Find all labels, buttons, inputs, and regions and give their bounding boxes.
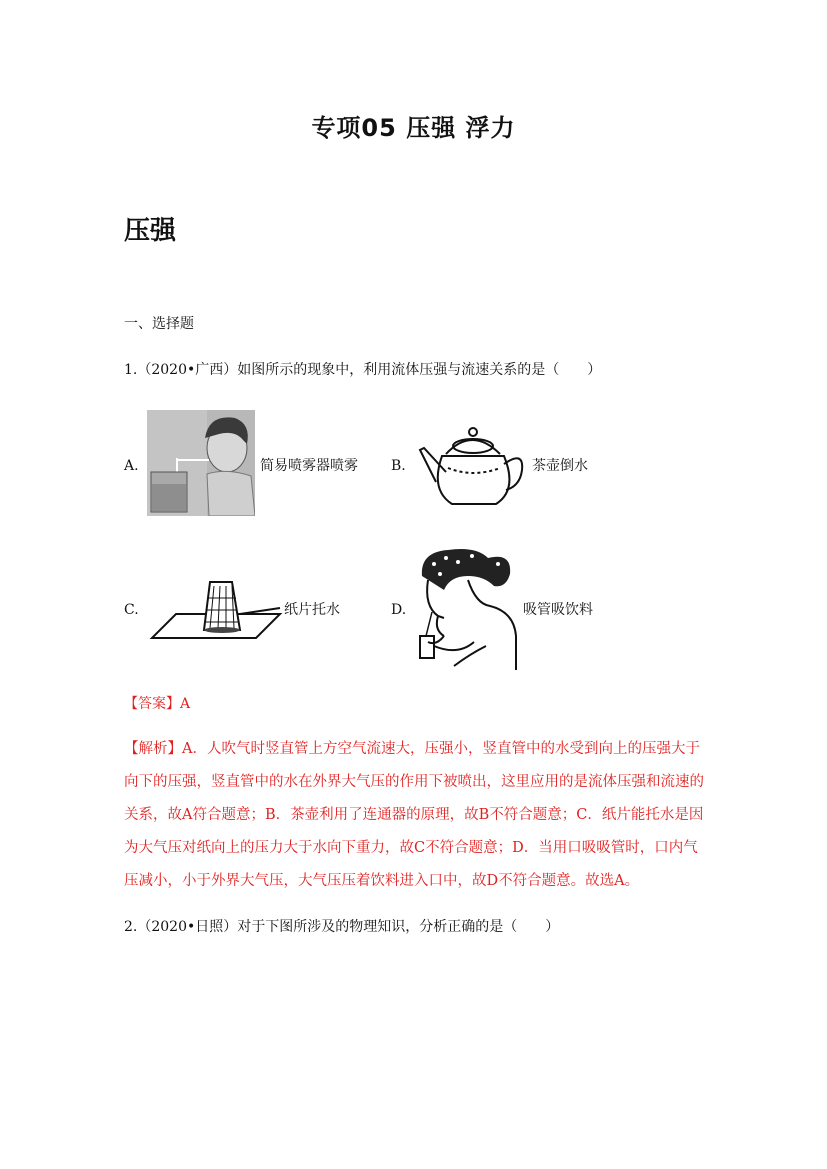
page-title: 专项05 压强 浮力 (311, 114, 516, 142)
paper-water-figure (148, 578, 284, 642)
analysis-paragraph: 【解析】A．人吹气时竖直管上方空气流速大，压强小，竖直管中的水受到向上的压强大于向下的压强，竖直管中的水在外界大气压的作用下被喷出，这里应用的是流体压强和流速的关系，故A符合题意；B．茶壶利用了连通器的原理，故B不符合题意；C．纸片能托水是因为大气压对纸向上的压力大于水向下重力，故C不符合题意；D．当用口吸吸管时，口内气压减小，小于外界大气压，大气压压着饮料进入口中，故D不符合题意。故选A。 (124, 741, 704, 889)
option-d-caption: 吸管吸饮料 (523, 602, 593, 618)
answer-line: 【答案】A (124, 696, 191, 712)
question-2-stem: 2.（2020•日照）对于下图所涉及的物理知识，分析正确的是（ ） (124, 919, 560, 935)
option-b-caption: 茶壶倒水 (532, 458, 588, 474)
part-heading: 一、选择题 (124, 316, 194, 332)
option-c-caption: 纸片托水 (284, 602, 340, 618)
option-a-letter: A. (124, 458, 139, 474)
option-d-letter: D. (391, 602, 407, 618)
question-1-stem: 1.（2020•广西）如图所示的现象中，利用流体压强与流速关系的是（ ） (124, 362, 602, 378)
option-b-letter: B. (391, 458, 406, 474)
section-heading: 压强 (124, 216, 177, 246)
teapot-figure (416, 420, 528, 512)
option-c-letter: C. (124, 602, 139, 618)
option-a-caption: 简易喷雾器喷雾 (260, 458, 358, 474)
straw-drink-figure (414, 546, 520, 672)
sprayer-figure (147, 410, 255, 516)
